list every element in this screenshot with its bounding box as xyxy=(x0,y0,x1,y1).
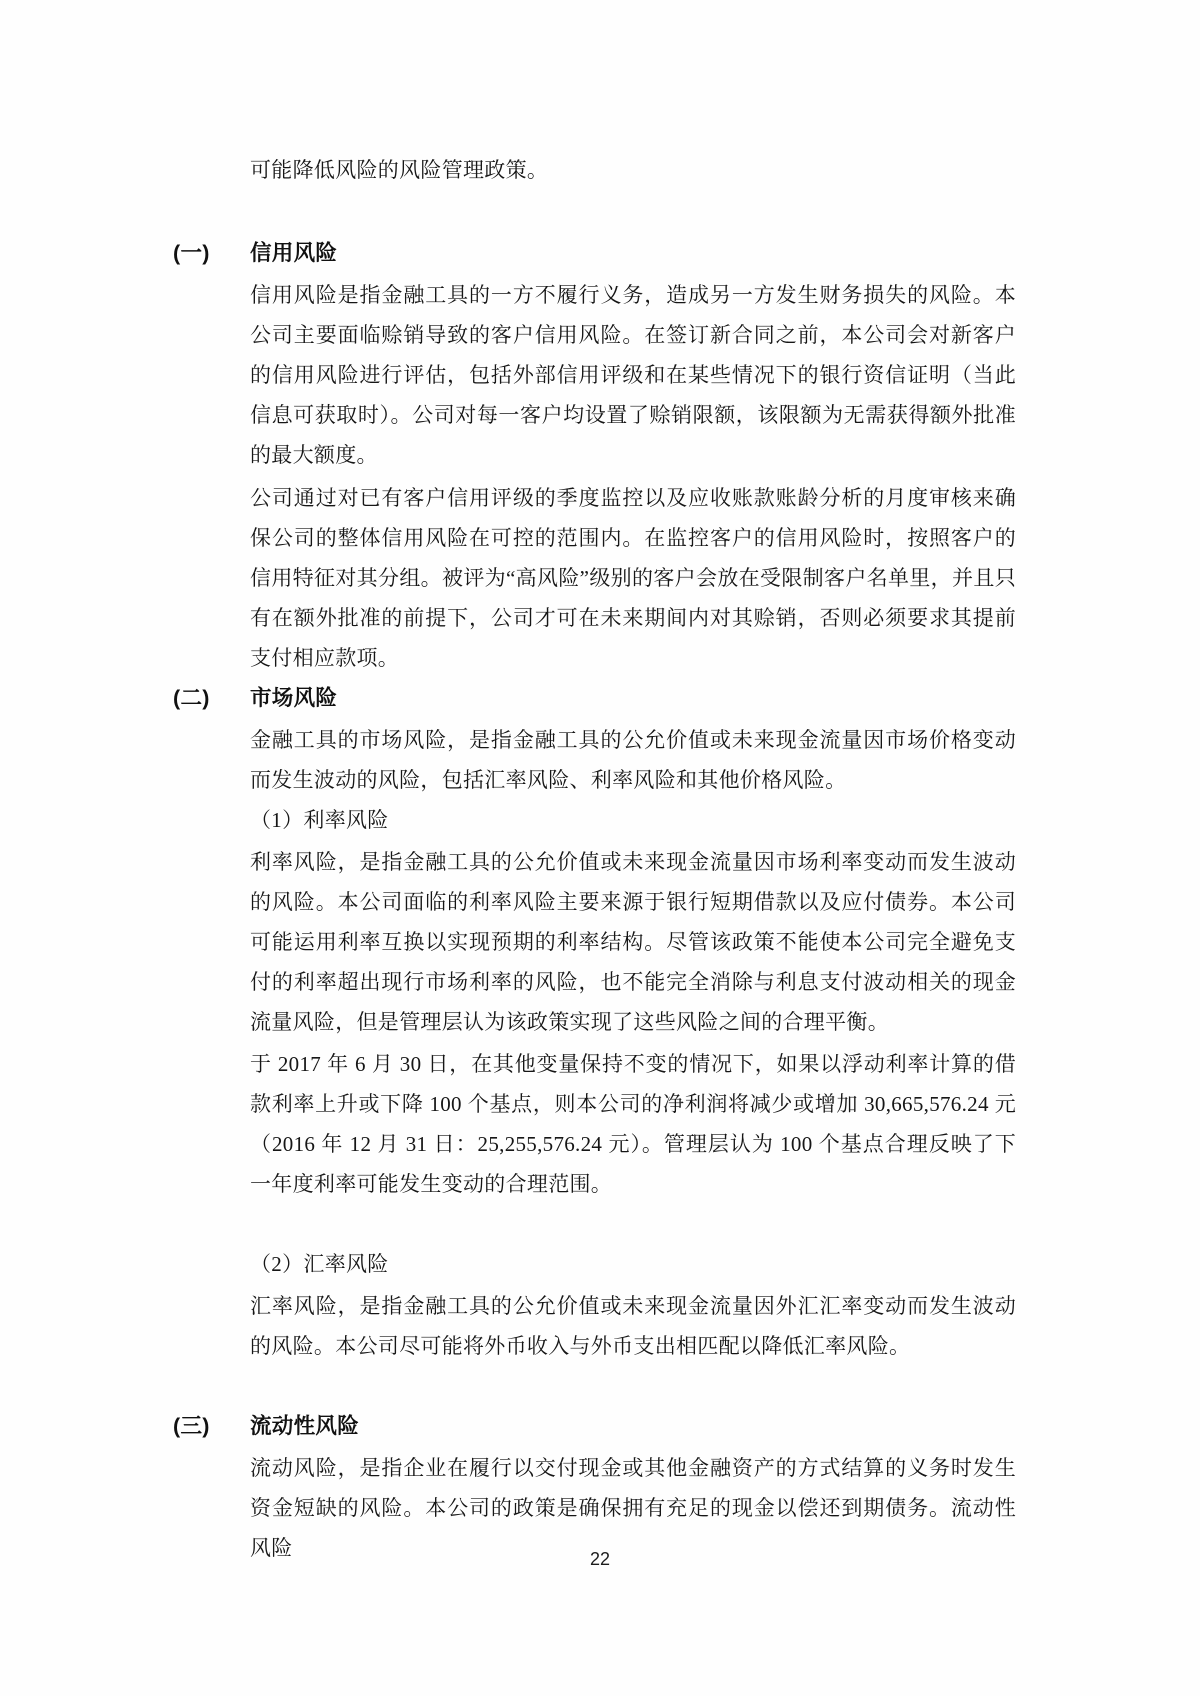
section-liquidity-risk xyxy=(173,1406,1016,1568)
subsection-title-interest-rate-risk: （1）利率风险 xyxy=(250,808,389,832)
paragraph: 流动风险，是指企业在履行以交付现金或其他金融资产的方式结算的义务时发生资金短缺的风险。本公司的政策是确保拥有充足的现金以偿还到期债务。流动性风险 xyxy=(250,1456,1016,1560)
page-number: 22 xyxy=(589,1549,611,1569)
section-title: 市场风险 xyxy=(250,686,338,710)
paragraph: 利率风险，是指金融工具的公允价值或未来现金流量因市场利率变动而发生波动的风险。本公司面临的利率风险主要来源于银行短期借款以及应付债券。本公司可能运用利率互换以实现预期的利率结构。尽管该政策不能使本公司完全避免支付的利率超出现行市场利率的风险，也不能完全消除与利息支付波动相关的现金流量风险，但是管理层认为该政策实现了这些风险之间的合理平衡。 xyxy=(250,850,1016,1034)
paragraph: 金融工具的市场风险，是指金融工具的公允价值或未来现金流量因市场价格变动而发生波动的风险，包括汇率风险、利率风险和其他价格风险。 xyxy=(250,728,1016,792)
section-heading xyxy=(173,678,1016,718)
section-heading xyxy=(173,233,1016,273)
section-label: (三) xyxy=(173,1414,210,1438)
subsection-title-exchange-rate-risk: （2）汇率风险 xyxy=(250,1252,389,1276)
section-label: (一) xyxy=(173,241,210,265)
section-heading xyxy=(173,1406,1016,1446)
section-title: 信用风险 xyxy=(250,241,338,265)
paragraph: 公司通过对已有客户信用评级的季度监控以及应收账款账龄分析的月度审核来确保公司的整体信用风险在可控的范围内。在监控客户的信用风险时，按照客户的信用特征对其分组。被评为“高风险”级别的客户会放在受限制客户名单里，并且只有在额外批准的前提下，公司才可在未来期间内对其赊销，否则必须要求其提前支付相应款项。 xyxy=(250,486,1016,670)
intro-paragraph: 可能降低风险的风险管理政策。 xyxy=(250,158,549,182)
paragraph: 于 2017 年 6 月 30 日，在其他变量保持不变的情况下，如果以浮动利率计算的借款利率上升或下降 100 个基点，则本公司的净利润将减少或增加 30,665,576.24 元（2016 年 12 月 31 日：25,255,576.24 元）。管理层认为 100 个基点合理反映了下一年度利率可能发生变动的合理范围。 xyxy=(250,1052,1016,1196)
section-label: (二) xyxy=(173,686,210,710)
paragraph: 信用风险是指金融工具的一方不履行义务，造成另一方发生财务损失的风险。本公司主要面临赊销导致的客户信用风险。在签订新合同之前，本公司会对新客户的信用风险进行评估，包括外部信用评级和在某些情况下的银行资信证明（当此信息可获取时）。公司对每一客户均设置了赊销限额，该限额为无需获得额外批准的最大额度。 xyxy=(250,283,1016,467)
section-credit-risk xyxy=(173,233,1016,678)
section-title: 流动性风险 xyxy=(250,1414,360,1438)
section-market-risk xyxy=(173,678,1016,1366)
paragraph: 汇率风险，是指金融工具的公允价值或未来现金流量因外汇汇率变动而发生波动的风险。本公司尽可能将外币收入与外币支出相匹配以降低汇率风险。 xyxy=(250,1294,1016,1358)
document-body xyxy=(173,150,1016,1568)
